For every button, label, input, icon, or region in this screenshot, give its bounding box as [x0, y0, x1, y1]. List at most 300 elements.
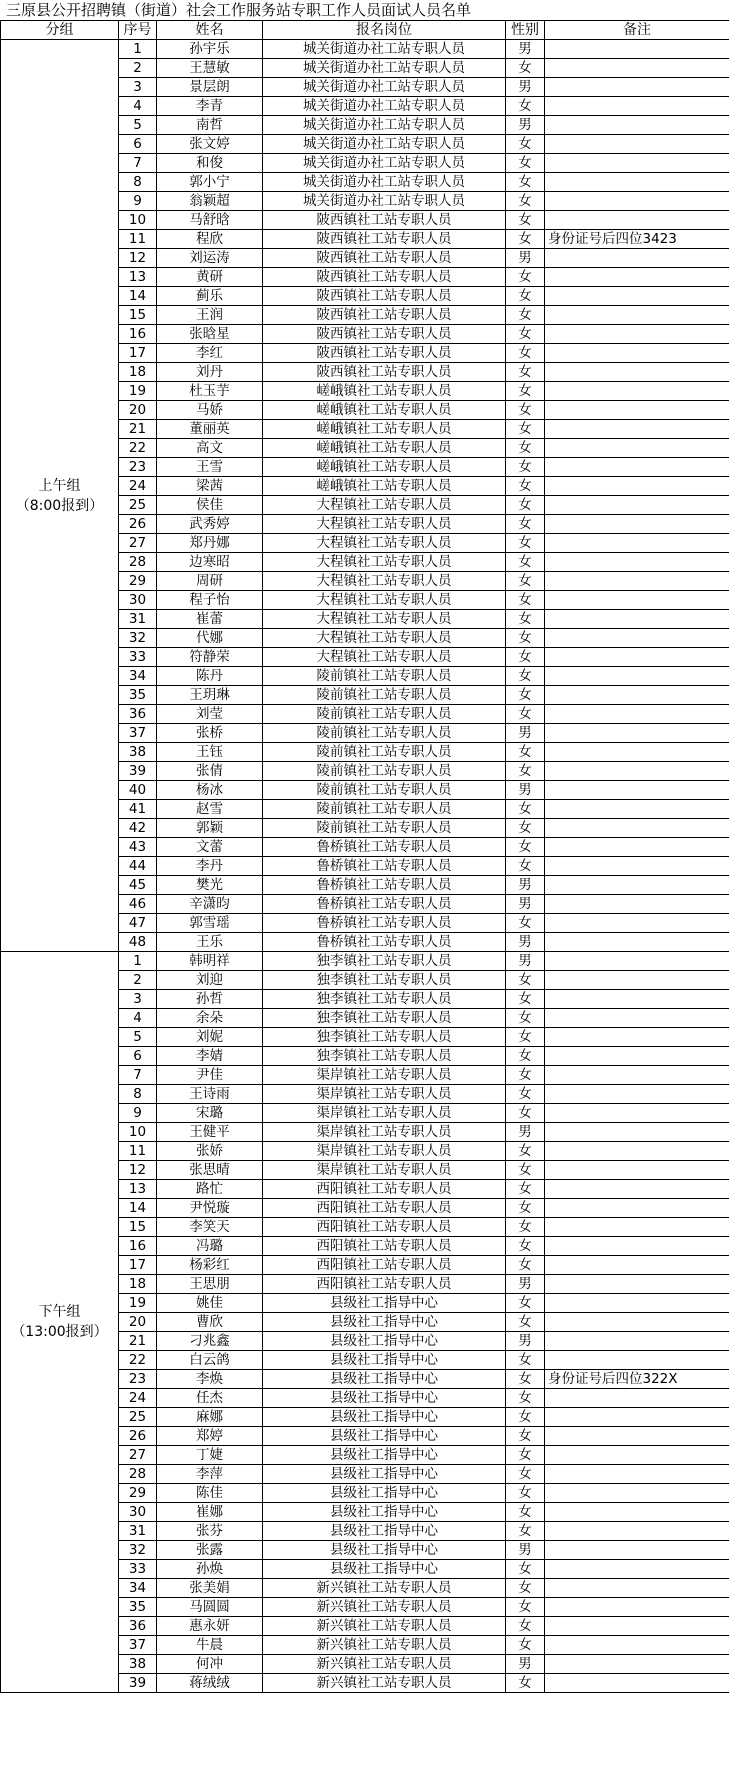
cell-gender: 女 [506, 1598, 545, 1617]
cell-name: 孙哲 [157, 990, 263, 1009]
cell-gender: 女 [506, 1104, 545, 1123]
cell-position: 独李镇社工站专职人员 [263, 952, 506, 971]
cell-position: 县级社工指导中心 [263, 1370, 506, 1389]
cell-name: 张露 [157, 1541, 263, 1560]
cell-name: 宋璐 [157, 1104, 263, 1123]
cell-seq: 1 [119, 952, 157, 971]
cell-position: 城关街道办社工站专职人员 [263, 116, 506, 135]
cell-note [545, 1541, 729, 1560]
cell-name: 李丹 [157, 857, 263, 876]
cell-gender: 女 [506, 838, 545, 857]
cell-note [545, 1028, 729, 1047]
cell-name: 孙焕 [157, 1560, 263, 1579]
cell-seq: 38 [119, 1655, 157, 1674]
cell-note [545, 1123, 729, 1142]
cell-gender: 女 [506, 211, 545, 230]
cell-gender: 女 [506, 572, 545, 591]
cell-name: 刘莹 [157, 705, 263, 724]
cell-note [545, 401, 729, 420]
cell-seq: 45 [119, 876, 157, 895]
cell-note [545, 1180, 729, 1199]
cell-gender: 女 [506, 705, 545, 724]
cell-name: 翁颖超 [157, 192, 263, 211]
cell-note [545, 287, 729, 306]
cell-name: 马舒晗 [157, 211, 263, 230]
cell-note [545, 952, 729, 971]
cell-name: 郭雪瑶 [157, 914, 263, 933]
cell-position: 嵯峨镇社工站专职人员 [263, 401, 506, 420]
cell-gender: 女 [506, 1237, 545, 1256]
cell-note [545, 591, 729, 610]
cell-name: 程欣 [157, 230, 263, 249]
cell-position: 陵前镇社工站专职人员 [263, 686, 506, 705]
cell-name: 王钰 [157, 743, 263, 762]
cell-gender: 女 [506, 287, 545, 306]
cell-position: 独李镇社工站专职人员 [263, 1028, 506, 1047]
cell-note [545, 1446, 729, 1465]
cell-position: 新兴镇社工站专职人员 [263, 1617, 506, 1636]
cell-gender: 女 [506, 154, 545, 173]
cell-seq: 15 [119, 306, 157, 325]
cell-seq: 5 [119, 116, 157, 135]
cell-seq: 22 [119, 439, 157, 458]
cell-position: 独李镇社工站专职人员 [263, 1047, 506, 1066]
cell-note [545, 534, 729, 553]
cell-name: 牛晨 [157, 1636, 263, 1655]
cell-gender: 男 [506, 40, 545, 59]
cell-seq: 7 [119, 154, 157, 173]
cell-seq: 29 [119, 1484, 157, 1503]
cell-gender: 男 [506, 1275, 545, 1294]
cell-seq: 43 [119, 838, 157, 857]
header-note: 备注 [545, 21, 729, 40]
cell-position: 渠岸镇社工站专职人员 [263, 1066, 506, 1085]
cell-position: 陵前镇社工站专职人员 [263, 762, 506, 781]
cell-gender: 女 [506, 857, 545, 876]
cell-name: 陈佳 [157, 1484, 263, 1503]
cell-note [545, 1636, 729, 1655]
table-row [1, 952, 729, 971]
cell-gender: 男 [506, 1123, 545, 1142]
cell-gender: 女 [506, 591, 545, 610]
cell-gender: 男 [506, 876, 545, 895]
cell-seq: 18 [119, 1275, 157, 1294]
cell-gender: 男 [506, 1332, 545, 1351]
cell-seq: 18 [119, 363, 157, 382]
cell-seq: 21 [119, 420, 157, 439]
cell-name: 刘妮 [157, 1028, 263, 1047]
cell-note [545, 344, 729, 363]
cell-position: 县级社工指导中心 [263, 1465, 506, 1484]
cell-seq: 15 [119, 1218, 157, 1237]
cell-seq: 7 [119, 1066, 157, 1085]
cell-seq: 12 [119, 249, 157, 268]
table-body [1, 40, 729, 1693]
cell-name: 姚佳 [157, 1294, 263, 1313]
cell-gender: 女 [506, 1066, 545, 1085]
cell-note [545, 914, 729, 933]
cell-name: 李焕 [157, 1370, 263, 1389]
cell-note [545, 97, 729, 116]
cell-name: 王诗雨 [157, 1085, 263, 1104]
cell-seq: 4 [119, 97, 157, 116]
cell-note [545, 686, 729, 705]
cell-name: 李婧 [157, 1047, 263, 1066]
group-name: 下午组 [38, 1304, 81, 1320]
cell-note [545, 648, 729, 667]
cell-seq: 26 [119, 1427, 157, 1446]
cell-position: 渠岸镇社工站专职人员 [263, 1085, 506, 1104]
header-name: 姓名 [157, 21, 263, 40]
cell-position: 陂西镇社工站专职人员 [263, 230, 506, 249]
cell-gender: 女 [506, 420, 545, 439]
cell-position: 新兴镇社工站专职人员 [263, 1579, 506, 1598]
cell-gender: 女 [506, 97, 545, 116]
cell-seq: 16 [119, 1237, 157, 1256]
cell-name: 和俊 [157, 154, 263, 173]
cell-gender: 女 [506, 1218, 545, 1237]
cell-gender: 女 [506, 1256, 545, 1275]
cell-note [545, 876, 729, 895]
cell-seq: 21 [119, 1332, 157, 1351]
cell-gender: 女 [506, 1560, 545, 1579]
cell-name: 王乐 [157, 933, 263, 952]
cell-note [545, 173, 729, 192]
cell-position: 城关街道办社工站专职人员 [263, 173, 506, 192]
cell-gender: 男 [506, 895, 545, 914]
cell-name: 高文 [157, 439, 263, 458]
cell-gender: 女 [506, 1142, 545, 1161]
cell-seq: 9 [119, 1104, 157, 1123]
cell-seq: 42 [119, 819, 157, 838]
cell-name: 李红 [157, 344, 263, 363]
cell-position: 陵前镇社工站专职人员 [263, 705, 506, 724]
cell-name: 郑丹娜 [157, 534, 263, 553]
cell-seq: 40 [119, 781, 157, 800]
cell-seq: 17 [119, 344, 157, 363]
cell-seq: 14 [119, 1199, 157, 1218]
cell-note [545, 1408, 729, 1427]
cell-position: 陂西镇社工站专职人员 [263, 249, 506, 268]
cell-name: 王慧敏 [157, 59, 263, 78]
cell-name: 王健平 [157, 1123, 263, 1142]
cell-note [545, 1237, 729, 1256]
cell-note [545, 1142, 729, 1161]
cell-name: 樊光 [157, 876, 263, 895]
cell-note: 身份证号后四位3423 [545, 230, 729, 249]
cell-note [545, 1199, 729, 1218]
cell-gender: 女 [506, 800, 545, 819]
cell-gender: 女 [506, 515, 545, 534]
group-cell [1, 40, 119, 952]
cell-gender: 女 [506, 1408, 545, 1427]
cell-name: 惠永妍 [157, 1617, 263, 1636]
cell-name: 杨冰 [157, 781, 263, 800]
cell-note [545, 382, 729, 401]
cell-seq: 30 [119, 1503, 157, 1522]
cell-note [545, 800, 729, 819]
cell-note [545, 553, 729, 572]
cell-position: 县级社工指导中心 [263, 1503, 506, 1522]
cell-gender: 女 [506, 1427, 545, 1446]
cell-seq: 13 [119, 268, 157, 287]
cell-name: 周研 [157, 572, 263, 591]
cell-seq: 6 [119, 1047, 157, 1066]
cell-name: 董丽英 [157, 420, 263, 439]
cell-position: 县级社工指导中心 [263, 1351, 506, 1370]
cell-seq: 10 [119, 1123, 157, 1142]
cell-name: 王玥琳 [157, 686, 263, 705]
cell-position: 县级社工指导中心 [263, 1541, 506, 1560]
cell-gender: 女 [506, 1085, 545, 1104]
cell-gender: 女 [506, 192, 545, 211]
cell-position: 独李镇社工站专职人员 [263, 971, 506, 990]
header-gender: 性别 [506, 21, 545, 40]
cell-seq: 41 [119, 800, 157, 819]
cell-name: 尹佳 [157, 1066, 263, 1085]
cell-position: 大程镇社工站专职人员 [263, 610, 506, 629]
cell-note [545, 458, 729, 477]
cell-seq: 22 [119, 1351, 157, 1370]
cell-position: 独李镇社工站专职人员 [263, 990, 506, 1009]
cell-seq: 34 [119, 1579, 157, 1598]
cell-position: 鲁桥镇社工站专职人员 [263, 895, 506, 914]
cell-name: 曹欣 [157, 1313, 263, 1332]
cell-seq: 11 [119, 230, 157, 249]
cell-note [545, 819, 729, 838]
cell-seq: 20 [119, 1313, 157, 1332]
cell-position: 鲁桥镇社工站专职人员 [263, 838, 506, 857]
cell-name: 李笑天 [157, 1218, 263, 1237]
cell-name: 崔娜 [157, 1503, 263, 1522]
cell-position: 鲁桥镇社工站专职人员 [263, 857, 506, 876]
cell-gender: 女 [506, 1465, 545, 1484]
cell-gender: 女 [506, 363, 545, 382]
cell-position: 陵前镇社工站专职人员 [263, 800, 506, 819]
cell-gender: 女 [506, 990, 545, 1009]
cell-gender: 女 [506, 1009, 545, 1028]
cell-position: 县级社工指导中心 [263, 1294, 506, 1313]
cell-position: 西阳镇社工站专职人员 [263, 1275, 506, 1294]
cell-note [545, 1503, 729, 1522]
cell-position: 陂西镇社工站专职人员 [263, 268, 506, 287]
cell-gender: 女 [506, 1351, 545, 1370]
cell-name: 丁婕 [157, 1446, 263, 1465]
cell-note [545, 59, 729, 78]
cell-name: 白云鸽 [157, 1351, 263, 1370]
cell-note [545, 40, 729, 59]
cell-gender: 男 [506, 249, 545, 268]
cell-position: 鲁桥镇社工站专职人员 [263, 914, 506, 933]
cell-name: 程子怡 [157, 591, 263, 610]
cell-gender: 女 [506, 230, 545, 249]
cell-seq: 31 [119, 610, 157, 629]
cell-note [545, 1484, 729, 1503]
cell-name: 刘丹 [157, 363, 263, 382]
cell-note [545, 1560, 729, 1579]
group-cell [1, 952, 119, 1693]
cell-name: 赵雪 [157, 800, 263, 819]
cell-gender: 女 [506, 135, 545, 154]
cell-position: 县级社工指导中心 [263, 1522, 506, 1541]
cell-gender: 女 [506, 1617, 545, 1636]
cell-note [545, 1332, 729, 1351]
cell-position: 渠岸镇社工站专职人员 [263, 1104, 506, 1123]
cell-position: 城关街道办社工站专职人员 [263, 192, 506, 211]
cell-seq: 13 [119, 1180, 157, 1199]
header-row [1, 21, 729, 40]
cell-note [545, 477, 729, 496]
cell-seq: 26 [119, 515, 157, 534]
cell-name: 麻娜 [157, 1408, 263, 1427]
cell-gender: 女 [506, 1674, 545, 1693]
cell-note [545, 1047, 729, 1066]
cell-name: 杜玉芋 [157, 382, 263, 401]
cell-seq: 36 [119, 705, 157, 724]
cell-name: 张思晴 [157, 1161, 263, 1180]
cell-seq: 35 [119, 1598, 157, 1617]
cell-seq: 23 [119, 458, 157, 477]
cell-note [545, 572, 729, 591]
cell-note [545, 705, 729, 724]
cell-note [545, 1009, 729, 1028]
cell-seq: 9 [119, 192, 157, 211]
cell-name: 余朵 [157, 1009, 263, 1028]
cell-note [545, 116, 729, 135]
table-row [1, 40, 729, 59]
sheet-title: 三原县公开招聘镇（街道）社会工作服务站专职工作人员面试人员名单 [6, 1, 472, 19]
cell-seq: 10 [119, 211, 157, 230]
cell-note [545, 1655, 729, 1674]
cell-note [545, 78, 729, 97]
cell-position: 嵯峨镇社工站专职人员 [263, 477, 506, 496]
cell-note [545, 306, 729, 325]
cell-gender: 女 [506, 344, 545, 363]
cell-seq: 47 [119, 914, 157, 933]
cell-seq: 19 [119, 382, 157, 401]
cell-position: 陵前镇社工站专职人员 [263, 781, 506, 800]
cell-seq: 37 [119, 724, 157, 743]
cell-name: 李萍 [157, 1465, 263, 1484]
cell-seq: 23 [119, 1370, 157, 1389]
cell-gender: 女 [506, 629, 545, 648]
cell-name: 代娜 [157, 629, 263, 648]
cell-note [545, 363, 729, 382]
cell-gender: 女 [506, 1484, 545, 1503]
cell-gender: 女 [506, 610, 545, 629]
cell-gender: 女 [506, 401, 545, 420]
cell-position: 县级社工指导中心 [263, 1313, 506, 1332]
cell-gender: 女 [506, 1370, 545, 1389]
cell-name: 郭颖 [157, 819, 263, 838]
cell-name: 王雪 [157, 458, 263, 477]
cell-gender: 女 [506, 686, 545, 705]
cell-seq: 29 [119, 572, 157, 591]
cell-position: 县级社工指导中心 [263, 1408, 506, 1427]
cell-note [545, 1066, 729, 1085]
cell-gender: 男 [506, 952, 545, 971]
cell-position: 大程镇社工站专职人员 [263, 572, 506, 591]
cell-note [545, 1598, 729, 1617]
cell-gender: 女 [506, 971, 545, 990]
cell-note [545, 1256, 729, 1275]
cell-gender: 女 [506, 1313, 545, 1332]
cell-position: 西阳镇社工站专职人员 [263, 1237, 506, 1256]
cell-note [545, 629, 729, 648]
cell-note [545, 610, 729, 629]
cell-seq: 14 [119, 287, 157, 306]
cell-gender: 女 [506, 1047, 545, 1066]
cell-position: 城关街道办社工站专职人员 [263, 40, 506, 59]
cell-gender: 女 [506, 1522, 545, 1541]
cell-name: 何冲 [157, 1655, 263, 1674]
cell-name: 蓟乐 [157, 287, 263, 306]
cell-position: 西阳镇社工站专职人员 [263, 1256, 506, 1275]
cell-seq: 17 [119, 1256, 157, 1275]
cell-seq: 8 [119, 173, 157, 192]
cell-name: 陈丹 [157, 667, 263, 686]
cell-note [545, 1218, 729, 1237]
cell-name: 南哲 [157, 116, 263, 135]
cell-name: 刘迎 [157, 971, 263, 990]
cell-gender: 女 [506, 306, 545, 325]
cell-note [545, 154, 729, 173]
cell-gender: 女 [506, 496, 545, 515]
cell-note [545, 192, 729, 211]
cell-position: 西阳镇社工站专职人员 [263, 1180, 506, 1199]
cell-gender: 女 [506, 648, 545, 667]
cell-note [545, 268, 729, 287]
cell-note [545, 762, 729, 781]
header-position: 报名岗位 [263, 21, 506, 40]
cell-seq: 35 [119, 686, 157, 705]
cell-position: 鲁桥镇社工站专职人员 [263, 933, 506, 952]
header-seq: 序号 [119, 21, 157, 40]
cell-note [545, 781, 729, 800]
cell-gender: 女 [506, 1180, 545, 1199]
cell-position: 西阳镇社工站专职人员 [263, 1199, 506, 1218]
cell-seq: 33 [119, 648, 157, 667]
cell-gender: 女 [506, 914, 545, 933]
cell-position: 西阳镇社工站专职人员 [263, 1218, 506, 1237]
cell-position: 嵯峨镇社工站专职人员 [263, 420, 506, 439]
cell-gender: 男 [506, 78, 545, 97]
cell-position: 县级社工指导中心 [263, 1446, 506, 1465]
cell-seq: 39 [119, 762, 157, 781]
cell-position: 县级社工指导中心 [263, 1332, 506, 1351]
cell-name: 刘运涛 [157, 249, 263, 268]
cell-note [545, 135, 729, 154]
cell-name: 李青 [157, 97, 263, 116]
cell-name: 景层朗 [157, 78, 263, 97]
cell-position: 城关街道办社工站专职人员 [263, 59, 506, 78]
cell-position: 渠岸镇社工站专职人员 [263, 1161, 506, 1180]
cell-seq: 24 [119, 477, 157, 496]
cell-name: 崔蕾 [157, 610, 263, 629]
cell-note [545, 1275, 729, 1294]
cell-seq: 32 [119, 629, 157, 648]
cell-note [545, 496, 729, 515]
cell-note [545, 515, 729, 534]
cell-position: 鲁桥镇社工站专职人员 [263, 876, 506, 895]
cell-gender: 女 [506, 173, 545, 192]
cell-gender: 女 [506, 819, 545, 838]
cell-seq: 16 [119, 325, 157, 344]
cell-seq: 3 [119, 78, 157, 97]
cell-seq: 27 [119, 1446, 157, 1465]
cell-name: 梁茜 [157, 477, 263, 496]
cell-name: 王思朋 [157, 1275, 263, 1294]
